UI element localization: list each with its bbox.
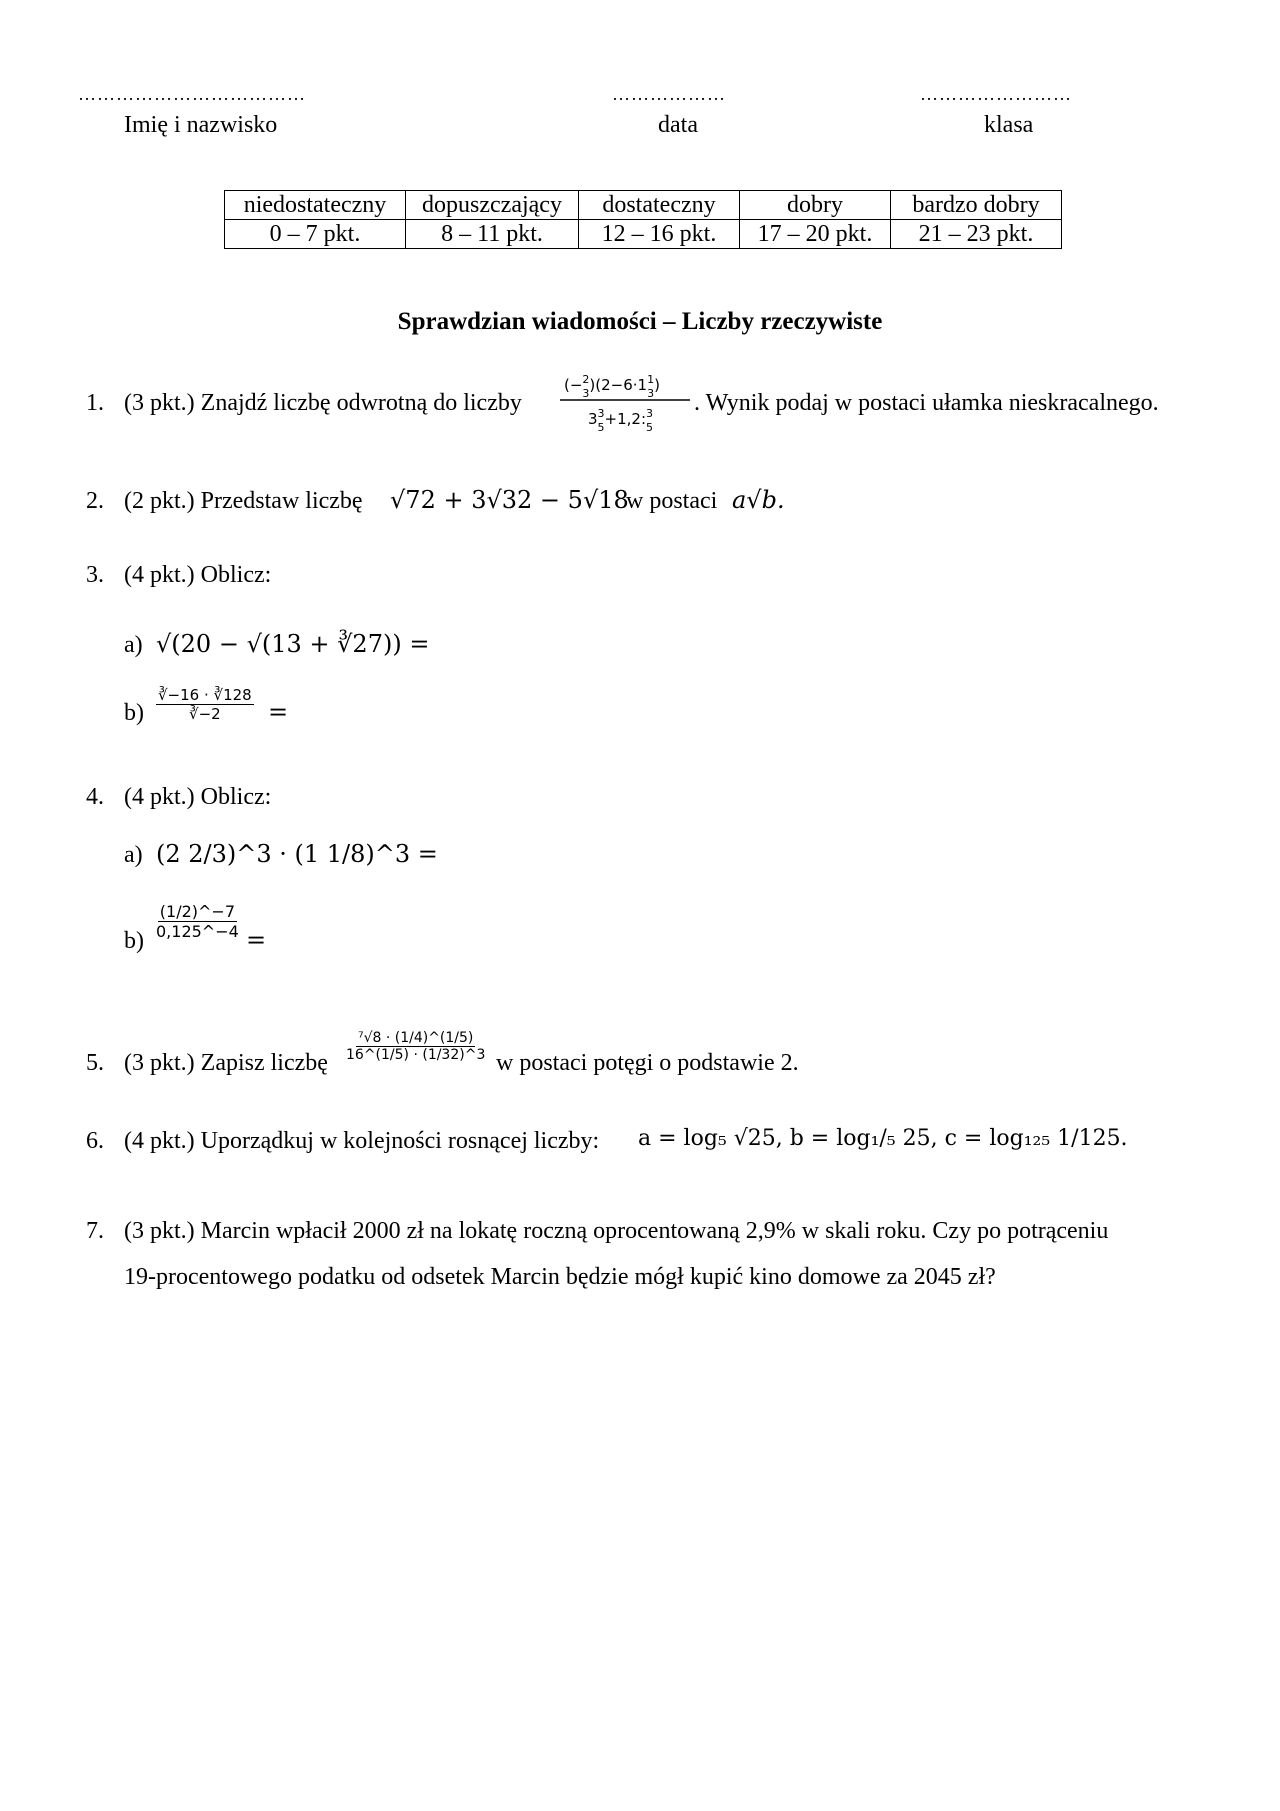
range-cell: 17 – 20 pkt.: [740, 220, 891, 249]
fraction-numerator: (1/2)^−7: [159, 902, 236, 921]
task-5-fraction: [346, 1030, 485, 1063]
range-cell: 8 – 11 pkt.: [406, 220, 579, 249]
fraction-denominator: 0,125^−4: [156, 922, 239, 941]
page-title: Sprawdzian wiadomości – Liczby rzeczywiste: [397, 308, 883, 335]
date-label: data: [658, 112, 698, 138]
task-3-text: (4 pkt.) Oblicz:: [124, 562, 272, 588]
task-6-expression: a = log₅ √25, b = log₁/₅ 25, c = log₁₂₅ 1/125.: [638, 1126, 1128, 1151]
range-cell: 0 – 7 pkt.: [225, 220, 406, 249]
task-1-text-after: . Wynik podaj w postaci ułamka nieskracalnego.: [694, 390, 1159, 416]
task-number: 1.: [86, 390, 104, 416]
grades-table: [224, 190, 1062, 249]
fraction-numerator: ∛−16 · ∛128: [158, 686, 252, 704]
task-7-line-1: (3 pkt.) Marcin wpłacił 2000 zł na lokatę roczną oprocentowaną 2,9% w skali roku. Czy po potrąceniu: [124, 1218, 1109, 1244]
task-4-text: (4 pkt.) Oblicz:: [124, 784, 272, 810]
task-number: 5.: [86, 1050, 104, 1076]
task-5-text-after: w postaci potęgi o podstawie 2.: [496, 1050, 799, 1076]
date-dots: ………………: [612, 84, 726, 104]
task-2-expression: √72 + 3√32 − 5√18: [390, 486, 629, 514]
task-4b-label: b): [124, 928, 144, 954]
class-dots: ……………………: [920, 84, 1072, 104]
grade-cell: dostateczny: [579, 191, 740, 220]
task-7-line-2: 19-procentowego podatku od odsetek Marcin będzie mógł kupić kino domowe za 2045 zł?: [124, 1264, 996, 1290]
task-3b-label: b): [124, 700, 144, 726]
fraction-numerator: ⁷√8 · (1/4)^(1/5): [357, 1030, 474, 1046]
task-3b-fraction: [156, 686, 254, 723]
task-number: 3.: [86, 562, 104, 588]
task-2-text: (2 pkt.) Przedstaw liczbę: [124, 488, 363, 514]
task-1-expression: [558, 364, 692, 436]
grades-range-row: [225, 220, 1062, 249]
task-4a-expression: (2 2/3)^3 · (1 1/8)^3 =: [156, 840, 438, 868]
name-dots: ………………………………: [78, 84, 306, 104]
fraction-denominator: ∛−2: [189, 705, 221, 723]
task-number: 4.: [86, 784, 104, 810]
expr-denominator: $3^3$ 5+1,2:$^3$ 5: [588, 407, 654, 434]
task-6-text: (4 pkt.) Uporządkuj w kolejności rosnącej liczby:: [124, 1128, 600, 1154]
task-5-text: (3 pkt.) Zapisz liczbę: [124, 1050, 328, 1076]
task-2-text-after: w postaci: [626, 488, 718, 514]
grade-cell: dopuszczający: [406, 191, 579, 220]
task-4b-fraction: [156, 902, 239, 941]
fraction-denominator: 16^(1/5) · (1/32)^3: [346, 1047, 486, 1063]
range-cell: 12 – 16 pkt.: [579, 220, 740, 249]
task-3a-label: a): [124, 632, 143, 658]
task-2-expression-after: a√b.: [732, 486, 785, 514]
task-3b-equals: =: [268, 698, 289, 726]
expr-numerator: (−$^2$ $3)(2-6\cdot 1^1$ 3): [564, 373, 660, 400]
task-number: 6.: [86, 1128, 104, 1154]
task-1-text: (3 pkt.) Znajdź liczbę odwrotną do liczby: [124, 390, 522, 416]
grades-header-row: [225, 191, 1062, 220]
name-label: Imię i nazwisko: [124, 112, 278, 138]
range-cell: 21 – 23 pkt.: [891, 220, 1062, 249]
grade-cell: niedostateczny: [225, 191, 406, 220]
grade-cell: dobry: [740, 191, 891, 220]
task-3a-expression: √(20 − √(13 + ∛27)) =: [156, 630, 430, 658]
task-number: 2.: [86, 488, 104, 514]
task-4a-label: a): [124, 842, 143, 868]
task-number: 7.: [86, 1218, 104, 1244]
task-4b-equals: =: [246, 926, 267, 954]
class-label: klasa: [984, 112, 1034, 138]
grade-cell: bardzo dobry: [891, 191, 1062, 220]
